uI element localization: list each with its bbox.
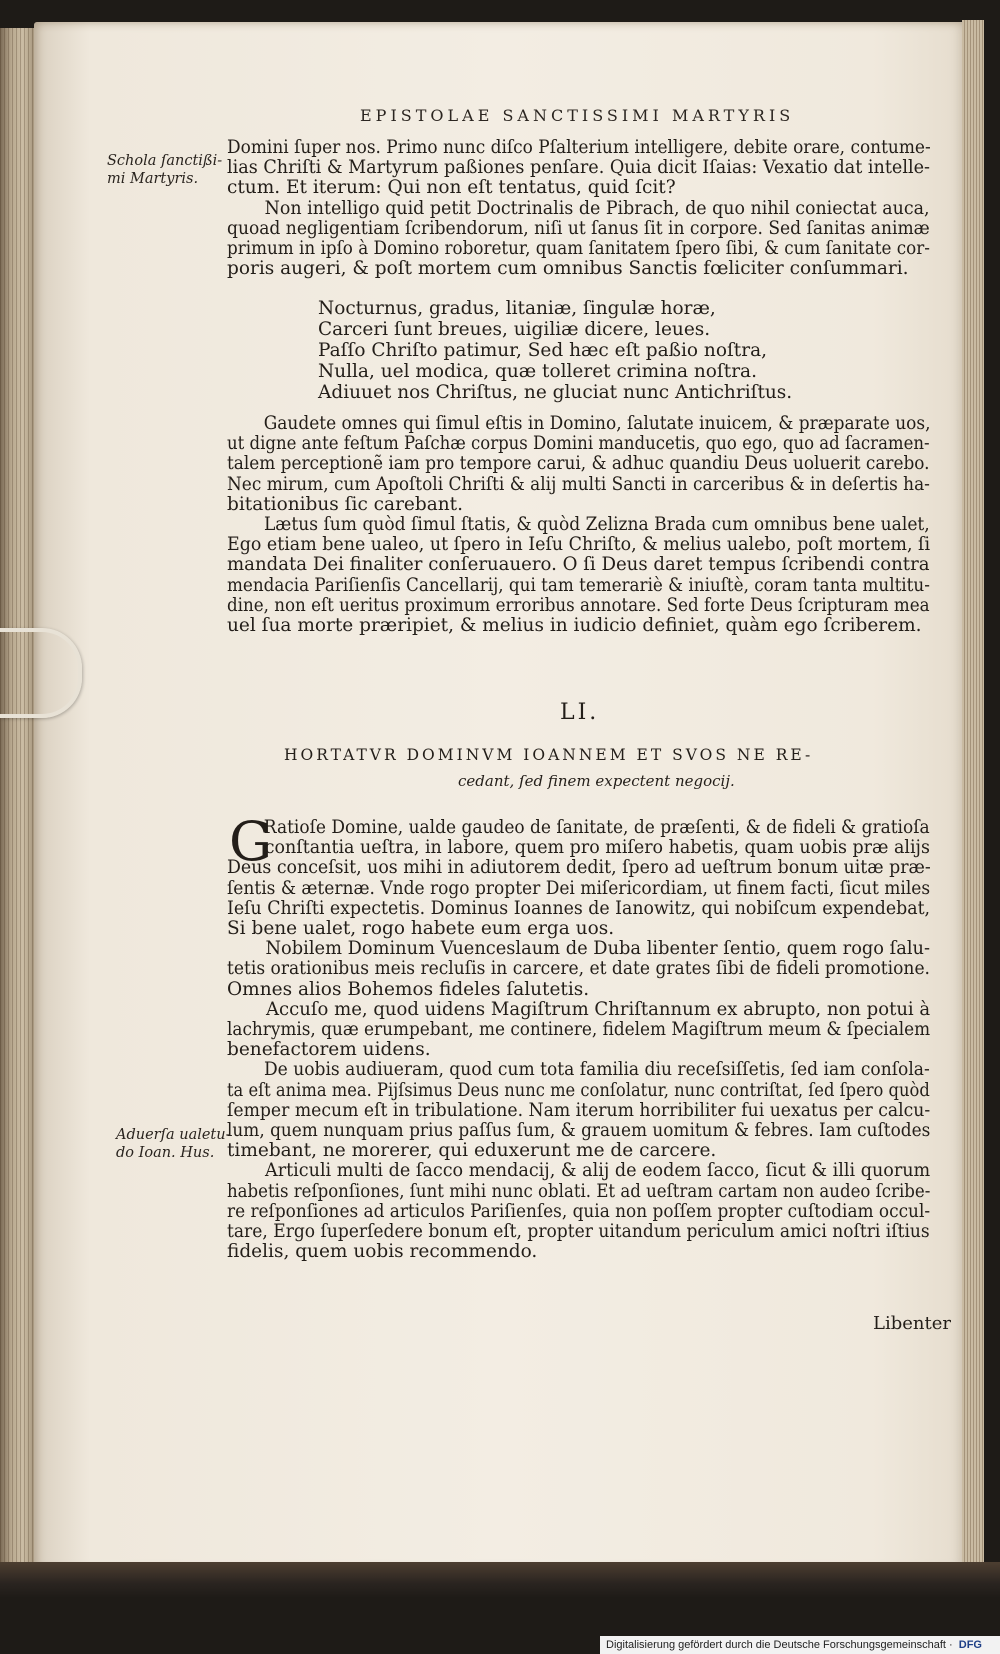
text-line: ta eſt anima mea. Pijſsimus Deus nunc me conſolatur, nunc contriſtat, ſed ſpero quòd [227, 1079, 930, 1101]
catchword: Libenter [873, 1313, 951, 1334]
text-line: habetis reſponſiones, ſunt mihi nunc oblati. Et ad ueſtram cartam non audeo ſcribe- [227, 1180, 931, 1202]
left-page-edges [0, 28, 38, 1568]
margin-note-line: Schola ſanctißi- [107, 153, 223, 169]
body-text-top [227, 138, 1000, 279]
verse-block [318, 298, 792, 403]
text-line: Omnes alios Bohemos fideles ſalutetis. [227, 978, 590, 1000]
text-line: lum, quem nunquam prius paſſus ſum, & grauem uomitum & febres. Iam cuſtodes [227, 1120, 931, 1142]
text-line: conſtantia ueſtra, in labore, quem pro miſero habetis, quam uobis præ alijs [264, 837, 930, 859]
text-line: mandata Dei finaliter conſeruauero. O ſi Deus daret tempus ſcribendi contra [227, 554, 930, 576]
text-line: mendacia Pariſienſis Cancellarij, qui tam temerariè & iniuſtè, coram tanta multitu- [227, 574, 930, 596]
margin-note-line: mi Martyris. [107, 171, 199, 187]
digitization-footer [600, 1636, 1000, 1654]
verse-line: Paſſo Chriſto patimur, Sed hæc eſt paßio noſtra, [318, 340, 767, 361]
binding-shadow [0, 1562, 1000, 1598]
text-line: Ieſu Chriſti expectetis. Dominus Ioannes de Ianowitz, qui nobiſcum expendebat, [227, 897, 931, 919]
body-text-middle [227, 414, 1000, 636]
text-line: Deus conceſsit, uos mihi in adiutorem dedit, ſpero ad ueſtrum bonum uitæ præ- [227, 857, 931, 879]
margin-note-line: do Ioan. Hus. [116, 1145, 215, 1161]
text-line: Ego etiam bene ualeo, ut ſpero in Ieſu Chriſto, & melius ualebo, poſt mortem, ſi [227, 534, 931, 556]
text-line: dine, non eſt ueritus proximum erroribus annotare. Sed forte Deus ſcripturam mea [227, 594, 930, 616]
text-line: De uobis audiueram, quod cum tota familia diu receſsiſſetis, ſed iam conſola- [263, 1059, 930, 1081]
text-line: lias Chriſti & Martyrum paßiones penſare. Quia dicit Iſaias: Vexatio dat intelle- [227, 157, 930, 179]
text-line: fidelis, quem uobis recommendo. [227, 1241, 538, 1263]
text-line: benefactorem uidens. [227, 1039, 431, 1061]
footer-text: Digitalisierung gefördert durch die Deutsche Forschungsgemeinschaft · [606, 1639, 953, 1651]
text-line: Ratioſe Domine, ualde gaudeo de ſanitate, de præſenti, & de fideli & gratioſa [263, 817, 930, 838]
text-line: Nec mirum, cum Apoſtoli Chriſti & alij multi Sancti in carceribus & in deſertis ha- [227, 473, 930, 495]
verse-line: Adiuuet nos Chriſtus, ne gluciat nunc Antichriſtus. [318, 382, 793, 403]
text-line: talem perceptionẽ iam pro tempore carui, & adhuc quandiu Deus uoluerit carebo. [227, 453, 930, 475]
text-line: Nobilem Dominum Vuenceslaum de Duba libenter ſentio, quem rogo ſalu- [265, 938, 931, 960]
text-line: Lætus ſum quòd ſimul ſtatis, & quòd Zelizna Brada cum omnibus bene ualet, [263, 514, 930, 536]
text-line: Domini ſuper nos. Primo nunc diſco Pſalterium intelligere, debite orare, contume- [227, 137, 931, 158]
margin-note-line: Aduerſa ualetu- [116, 1127, 231, 1143]
verse-line: Nocturnus, gradus, litaniæ, ſingulæ horæ, [318, 298, 716, 319]
chapter-number: LI. [560, 700, 600, 725]
verse-line: Carceri ſunt breues, uigiliæ dicere, leues. [318, 319, 711, 340]
text-line: Si bene ualet, rogo habete eum erga uos. [227, 918, 615, 940]
dfg-logo[interactable]: DFG [958, 1639, 982, 1651]
text-line: ſentis & æternæ. Vnde rogo propter Dei miſericordiam, ut finem facti, ſicut miles [227, 877, 931, 899]
margin-note-schola [107, 152, 222, 188]
chapter-title-continued: cedant, ſed finem expectent negocij. [458, 772, 735, 790]
text-line: poris augeri, & poſt mortem cum omnibus Sanctis fœliciter conſummari. [227, 258, 909, 280]
text-line: ut digne ante feſtum Paſchæ corpus Domini manducetis, quo ego, quo ad ſacramen- [227, 433, 930, 455]
text-line: quoad negligentiam ſcribendorum, niſi ut ſanus ſit in corpore. Sed ſanitas animæ [227, 217, 930, 239]
text-line: bitationibus ſic carebant. [227, 493, 463, 515]
page-clip [0, 628, 82, 718]
text-line: Gaudete omnes qui ſimul eſtis in Domino, ſalutate inuicem, & præparate uos, [263, 413, 931, 434]
text-line: ctum. Et iterum: Qui non eſt tentatus, quid ſcit? [227, 177, 676, 199]
text-line: Accuſo me, quod uidens Magiſtrum Chriſtannum ex abrupto, non potui à [266, 998, 931, 1020]
drop-cap: G [229, 810, 273, 873]
text-line: tetis orationibus meis recluſis in carcere, et date grates ſibi de fideli promotione. [227, 958, 930, 980]
text-line: uel ſua morte præripiet, & melius in iudicio definiet, quàm ego ſcriberem. [227, 615, 922, 637]
text-line: tare, Ergo ſuperſedere bonum eſt, propter uitandum periculum amici noſtri iſtius [227, 1221, 930, 1243]
text-line: lachrymis, quæ erumpebant, me continere, fidelem Magiſtrum meum & ſpecialem [227, 1019, 931, 1041]
running-header: EPISTOLAE SANCTISSIMI MARTYRIS [360, 106, 795, 125]
text-line: Non intelligo quid petit Doctrinalis de Pibrach, de quo nihil conіectat auca, [264, 197, 930, 219]
text-line: ſemper mecum eſt in tribulatione. Nam iterum horribiliter fui uexatus per calcu- [227, 1099, 931, 1121]
verse-line: Nulla, uel modica, quæ tolleret crimina noſtra. [318, 361, 757, 382]
margin-note-adversa [116, 1126, 231, 1162]
text-line: primum in ipſo à Domino roboretur, quam ſanitatem ſpero ſibi, & cum ſanitate cor- [227, 238, 930, 260]
text-line: re reſponſiones ad articulos Pariſienſes, quia non poſſem propter cuſtodiam occul- [227, 1200, 931, 1222]
text-line: timebant, ne morerer, qui eduxerunt me de carcere. [227, 1140, 717, 1162]
chapter-title: HORTATVR DOMINVM IOANNEM ET SVOS NE RE- [284, 746, 814, 764]
body-text-bottom [227, 818, 1000, 1262]
text-line: Articuli multi de ſacco mendacij, & alij de eodem ſacco, ſicut & illi quorum [265, 1160, 931, 1182]
